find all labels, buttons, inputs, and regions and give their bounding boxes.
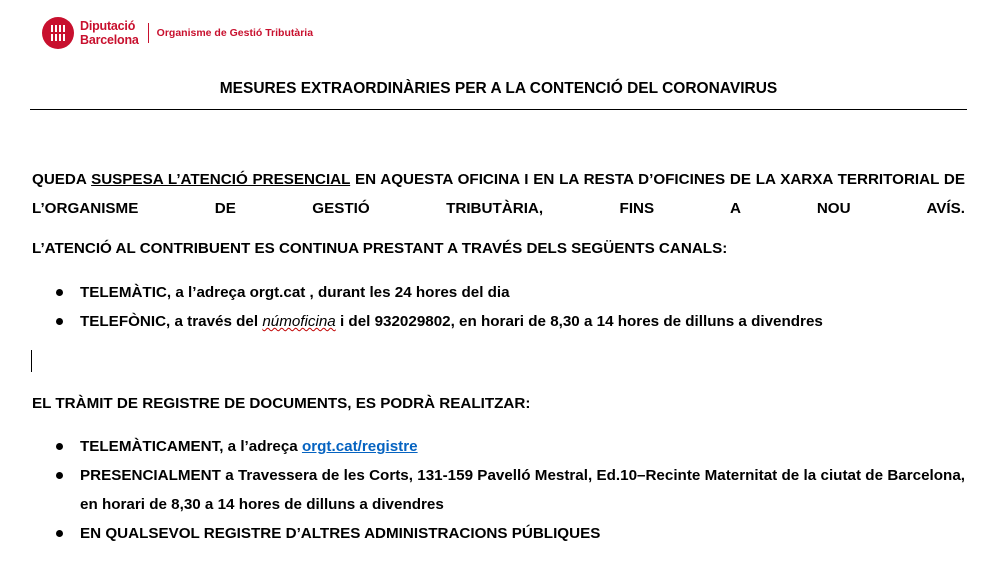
logo-name xyxy=(80,19,139,47)
list-item-telematic: TELEMÀTIC, a l’adreça orgt.cat , durant les 24 hores del dia xyxy=(32,278,965,307)
suspended-notice: SUSPESA L’ATENCIÓ PRESENCIAL xyxy=(91,171,351,188)
list-item-phone: TELEFÒNIC, a través del númoficina i del 932029802, en horari de 8,30 a 14 hores de dilluns a divendres xyxy=(32,307,965,336)
list-item-registry-other: EN QUALSEVOL REGISTRE D’ALTRES ADMINISTRACIONS PÚBLIQUES xyxy=(32,519,965,548)
list-item-registry-online: TELEMÀTICAMENT, a l’adreça orgt.cat/registre xyxy=(32,432,965,461)
channels-list xyxy=(32,278,965,336)
organization-name: Organisme de Gestió Tributària xyxy=(156,27,314,39)
text-cursor xyxy=(31,350,32,372)
logo-line2: Barcelona xyxy=(80,33,139,47)
numoficina-term: númoficina xyxy=(262,313,336,330)
registry-link[interactable]: orgt.cat/registre xyxy=(301,438,418,455)
logo-separator xyxy=(148,23,149,43)
page-title: MESURES EXTRAORDINÀRIES PER A LA CONTENCIÓ DEL CORONAVIRUS xyxy=(219,80,778,97)
channels-intro: L’ATENCIÓ AL CONTRIBUENT ES CONTINUA PRESTANT A TRAVÉS DELS SEGÜENTS CANALS: xyxy=(32,240,728,257)
notice-paragraph: QUEDA SUSPESA L’ATENCIÓ PRESENCIAL EN AQUESTA OFICINA I EN LA RESTA D’OFICINES DE LA XARXA TERRITORIAL DE L’ORGANISME DE GESTIÓ TRIBUTÀRIA, FINS A NOU AVÍS. xyxy=(32,171,965,217)
registry-heading: EL TRÀMIT DE REGISTRE DE DOCUMENTS, ES PODRÀ REALITZAR: xyxy=(32,395,531,412)
diputacio-logo-icon xyxy=(42,17,74,49)
list-item-registry-in-person: PRESENCIALMENT a Travessera de les Corts, 131-159 Pavelló Mestral, Ed.10–Recinte Maternitat de la ciutat de Barcelona, en horari de 8,30 a 14 hores de dilluns a divendres xyxy=(32,461,965,519)
header xyxy=(42,16,313,50)
logo-line1: Diputació xyxy=(80,19,136,33)
title-rule xyxy=(30,109,967,110)
registry-list xyxy=(32,432,965,548)
